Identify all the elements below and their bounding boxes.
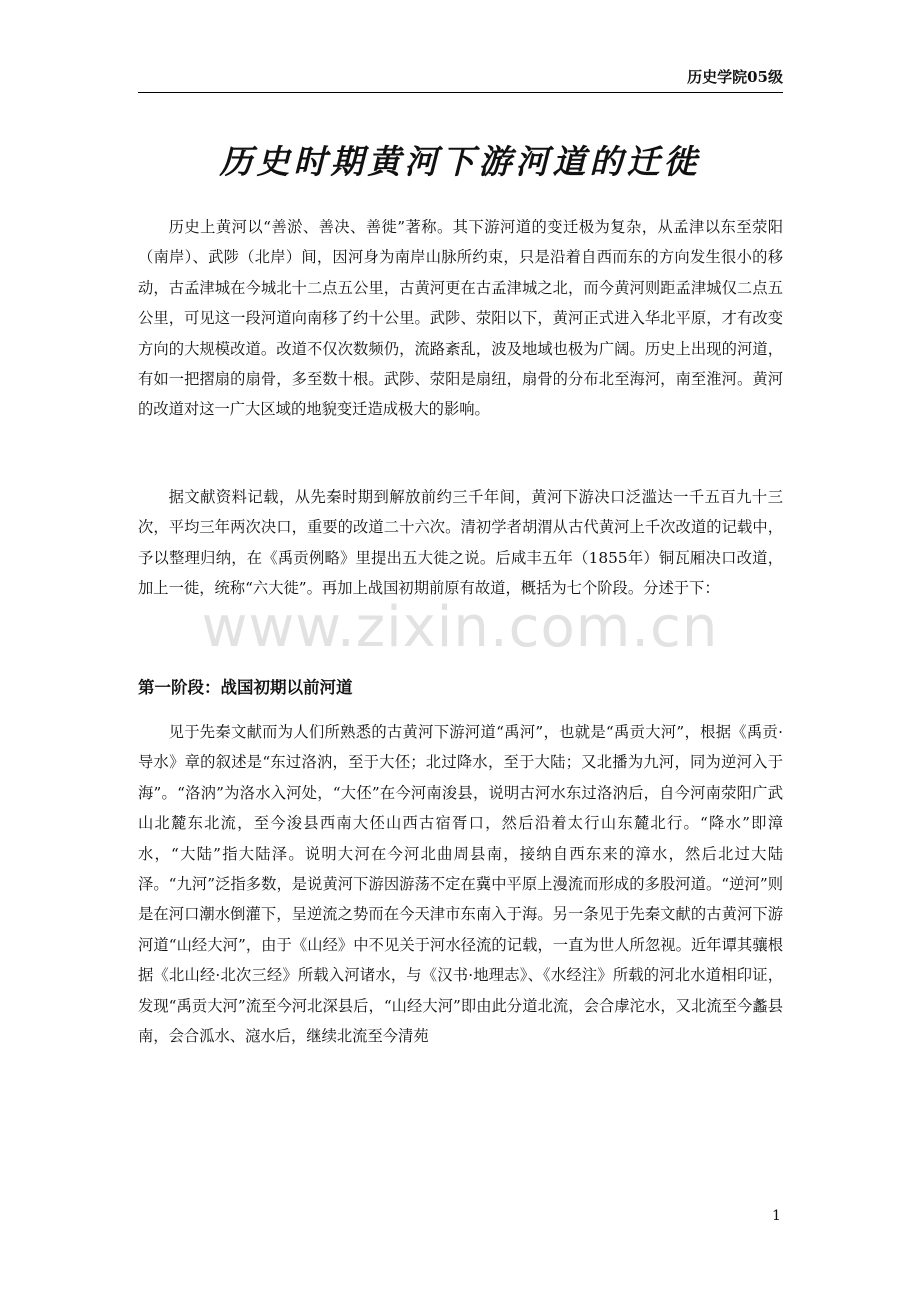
- watermark: www.zixin.com.cn: [201, 595, 719, 660]
- section-heading: 第一阶段：战国初期以前河道: [138, 678, 353, 697]
- document-title: 历史时期黄河下游河道的迁徙: [219, 142, 701, 181]
- paragraph-1: 历史上黄河以“善淤、善决、善徙”著称。其下游河道的变迁极为复杂，从孟津以东至荥阳（南岸）、武陟（北岸）间，因河身为南岸山脉所约束，只是沿着自西而东的方向发生很小的移动，古孟津城在今城北十二点五公里，古黄河更在古孟津城之北，而今黄河则距孟津城仅二点五公里，可见这一段河道向南移了约十公里。武陟、荥阳以下，黄河正式进入华北平原，才有改变方向的大规模改道。改道不仅次数频仍，流路紊乱，波及地域也极为广阔。历史上出现的河道，有如一把摺扇的扇骨，多至数十根。武陟、荥阳是扇纽，扇骨的分布北至海河，南至淮河。黄河的改道对这一广大区域的地貌变迁造成极大的影响。: [138, 218, 783, 419]
- page-number: 1: [772, 1208, 781, 1224]
- page-header: 历史学院05级: [138, 66, 783, 93]
- paragraph-2: 据文献资料记载，从先秦时期到解放前约三千年间，黄河下游决口泛滥达一千五百九十三次，平均三年两次决口，重要的改道二十六次。清初学者胡渭从古代黄河上千次改道的记载中，予以整理归纳，在《禹贡例略》里提出五大徙之说。后咸丰五年（1855年）铜瓦厢决口改道，加上一徙，统称“六大徙”。再加上战国初期前原有故道，概括为七个阶段。分述于下：: [138, 488, 783, 598]
- paragraph-3: 见于先秦文献而为人们所熟悉的古黄河下游河道“禹河”，也就是“禹贡大河”，根据《禹贡·导水》章的叙述是“东过洛汭，至于大伾；北过降水，至于大陆；又北播为九河，同为逆河入于海”。“洛汭”为洛水入河处，“大伾”在今河南浚县，说明古河水东过洛汭后，自今河南荥阳广武山北麓东北流，至今浚县西南大伾山西古宿胥口，然后沿着太行山东麓北行。“降水”即漳水，“大陆”指大陆泽。说明大河在今河北曲周县南，接纳自西东来的漳水，然后北过大陆泽。“九河”泛指多数，是说黄河下游因游荡不定在冀中平原上漫流而形成的多股河道。“逆河”则是在河口潮水倒灌下，呈逆流之势而在今天津市东南入于海。另一条见于先秦文献的古黄河下游河道“山经大河”，由于《山经》中不见关于河水径流的记载，一直为世人所忽视。近年谭其骧根据《北山经·北次三经》所载入河诸水，与《汉书·地理志》、《水经注》所载的河北水道相印证，发现“禹贡大河”流至今河北深县后，“山经大河”即由此分道北流，会合虖沱水，又北流至今蠡县南，会合泒水、滱水后，继续北流至今清苑: [138, 723, 783, 1046]
